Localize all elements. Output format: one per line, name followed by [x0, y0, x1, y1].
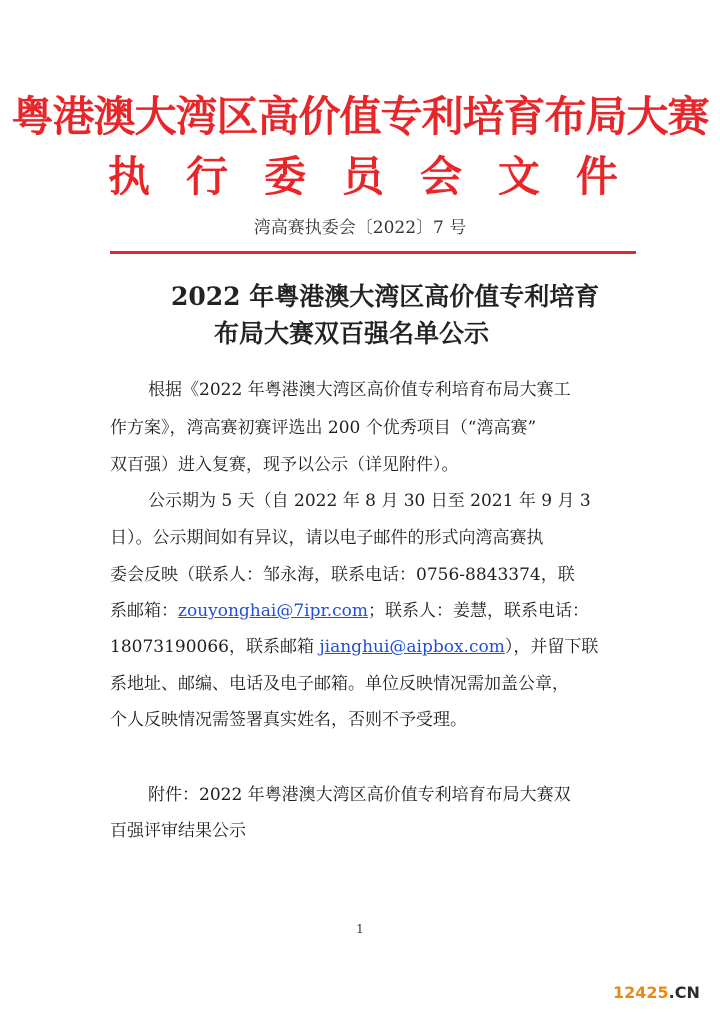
paragraph-2-line: 日）。公示期间如有异议，请以电子邮件的形式向湾高赛执: [110, 528, 544, 548]
header-char: 委: [263, 152, 306, 201]
document-type-header: [108, 152, 618, 202]
header-char: 件: [575, 152, 618, 201]
phone-text: 18073190066，联系邮箱: [110, 637, 320, 657]
paragraph-1-line: 双百强）进入复赛，现予以公示（详见附件）。: [110, 455, 459, 475]
header-char: 行: [185, 152, 228, 201]
contact-text: ），并留下联: [504, 637, 599, 657]
header-char: 执: [108, 152, 151, 201]
email-label: 系邮箱：: [110, 601, 178, 621]
paragraph-2-line: 公示期为 5 天（自 2022 年 8 月 30 日至 2021 年 9 月 3: [148, 491, 591, 511]
watermark-number: 12425: [613, 983, 669, 1002]
paragraph-2-line: 个人反映情况需签署真实姓名，否则不予受理。: [110, 710, 467, 730]
site-watermark: [613, 983, 700, 1003]
issuer-name-header: 粤港澳大湾区高价值专利培育布局大赛: [11, 92, 709, 141]
header-char: 会: [419, 152, 462, 201]
header-char: 员: [341, 152, 384, 201]
paragraph-1-line: 根据《2022 年粤港澳大湾区高价值专利培育布局大赛工: [148, 380, 571, 400]
document-number: 湾高赛执委会〔2022〕7 号: [253, 218, 467, 238]
document-title-line-1: 2022 年粤港澳大湾区高价值专利培育: [171, 282, 600, 311]
attachment-line: 百强评审结果公示: [110, 821, 246, 841]
paragraph-2-line: 委会反映（联系人：邹永海，联系电话：0756-8843374，联: [110, 565, 575, 585]
page-number: 1: [356, 922, 364, 936]
contact-text: ；联系人：姜慧，联系电话：: [368, 601, 590, 621]
paragraph-1-line: 作方案》，湾高赛初赛评选出 200 个优秀项目（“湾高赛”: [110, 418, 537, 438]
email-link-jiang[interactable]: jianghui@aipbox.com: [319, 637, 505, 657]
email-link-zou[interactable]: zouyonghai@7ipr.com: [178, 601, 369, 621]
attachment-line: 附件：2022 年粤港澳大湾区高价值专利培育布局大赛双: [148, 785, 571, 805]
document-title-line-2: 布局大赛双百强名单公示: [214, 319, 490, 348]
watermark-suffix: .CN: [668, 983, 700, 1002]
paragraph-2-line: [110, 599, 589, 623]
header-char: 文: [497, 152, 540, 201]
paragraph-2-line: [110, 635, 598, 659]
red-divider: [110, 251, 636, 254]
paragraph-2-line: 系地址、邮编、电话及电子邮箱。单位反映情况需加盖公章，: [110, 674, 569, 694]
